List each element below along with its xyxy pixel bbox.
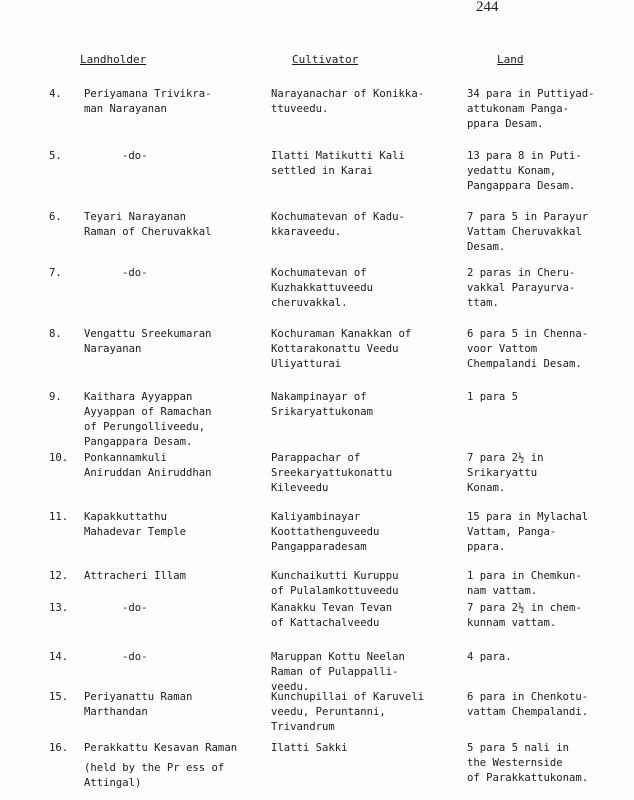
landholder-line: Vengattu Sreekumaran: [84, 328, 212, 340]
land-cell: [467, 690, 632, 720]
cultivator-line: veedu.: [271, 681, 310, 693]
landholder-cell: [84, 569, 264, 584]
landholder-line: -do-: [122, 651, 148, 663]
page-number: 244: [476, 0, 499, 15]
landholder-line: Kaithara Ayyappan: [84, 391, 193, 403]
cultivator-line: Kaliyambinayar: [271, 511, 361, 523]
land-line: kunnam vattam.: [467, 617, 557, 629]
land-line: Vattam, Panga-: [467, 526, 557, 538]
cultivator-cell: [271, 390, 471, 420]
landholder-cell: [84, 690, 264, 720]
header-cultivator: Cultivator: [292, 53, 359, 66]
land-line: Konam.: [467, 482, 506, 494]
land-line: the Westernside: [467, 757, 563, 769]
land-line: Vattam Cheruvakkal: [467, 226, 582, 238]
entry-number: 14.: [49, 651, 69, 663]
landholder-line: Attracheri Illam: [84, 570, 187, 582]
land-line: 5 para 5 nali in: [467, 742, 570, 754]
land-cell: [467, 327, 632, 372]
entry-number: 15.: [49, 691, 69, 703]
land-line: 13 para 8 in Puti-: [467, 150, 582, 162]
landholder-line: of Perungolliveedu,: [84, 421, 206, 433]
landholder-line: -do-: [122, 602, 148, 614]
land-cell: [467, 741, 632, 786]
cultivator-cell: [271, 266, 471, 311]
cultivator-line: veedu, Peruntanni,: [271, 706, 386, 718]
land-cell: [467, 266, 632, 311]
landholder-line: Narayanan: [84, 343, 142, 355]
landholder-line: Periyamana Trivikra-: [84, 88, 212, 100]
cultivator-cell: [271, 327, 471, 372]
landholder-cell: [84, 451, 264, 481]
cultivator-cell: [271, 741, 471, 756]
landholder-line: Ponkannamkuli: [84, 452, 167, 464]
cultivator-line: Kuzhakkattuveedu: [271, 282, 374, 294]
land-line: 6 para 5 in Chenna-: [467, 328, 589, 340]
land-line: 15 para in Mylachal: [467, 511, 589, 523]
landholder-line: Marthandan: [84, 706, 148, 718]
landholder-line: man Narayanan: [84, 103, 167, 115]
entry-number: 12.: [49, 570, 69, 582]
landholder-cell: [84, 210, 264, 240]
entry-number: 7.: [49, 267, 62, 279]
entry-number: 10.: [49, 452, 69, 464]
land-line: nam vattam.: [467, 585, 538, 597]
cultivator-cell: [271, 149, 471, 179]
cultivator-line: settled in Karai: [271, 165, 374, 177]
cultivator-cell: [271, 569, 471, 599]
land-line: of Parakkattukonam.: [467, 772, 589, 784]
land-line: voor Vattom: [467, 343, 538, 355]
land-line: 7 para 2½ in: [467, 452, 544, 464]
land-cell: [467, 87, 632, 132]
cultivator-cell: [271, 601, 471, 631]
entry-number: 9.: [49, 391, 62, 403]
land-line: yedattu Konam,: [467, 165, 557, 177]
land-cell: [467, 149, 632, 194]
cultivator-line: Kottarakonattu Veedu: [271, 343, 399, 355]
entry-number: 8.: [49, 328, 62, 340]
cultivator-line: Nakampinayar of: [271, 391, 367, 403]
landholder-line: Attingal): [84, 777, 142, 789]
cultivator-line: Kanakku Tevan Tevan: [271, 602, 393, 614]
cultivator-line: ttuveedu.: [271, 103, 329, 115]
entry-number: 6.: [49, 211, 62, 223]
landholder-cell: [84, 650, 264, 665]
landholder-line: Kapakkuttathu: [84, 511, 167, 523]
land-line: attukonam Panga-: [467, 103, 570, 115]
cultivator-line: Koottathenguveedu: [271, 526, 380, 538]
landholder-line: Teyari Narayanan: [84, 211, 187, 223]
cultivator-line: Maruppan Kottu Neelan: [271, 651, 405, 663]
land-line: 6 para in Chenkotu-: [467, 691, 589, 703]
landholder-line: Perakkattu Kesavan Raman: [84, 742, 238, 754]
land-line: ppara.: [467, 541, 506, 553]
landholder-cell: [84, 741, 264, 791]
landholder-cell: [84, 87, 264, 117]
land-cell: [467, 601, 632, 631]
landholder-cell: [84, 390, 264, 450]
cultivator-cell: [271, 87, 471, 117]
landholder-line: Raman of Cheruvakkal: [84, 226, 212, 238]
entry-number: 16.: [49, 742, 69, 754]
landholder-cell: [84, 266, 264, 281]
header-landholder: Landholder: [80, 53, 147, 66]
cultivator-line: cheruvakkal.: [271, 297, 348, 309]
landholder-line: -do-: [122, 267, 148, 279]
cultivator-line: Ilatti Sakki: [271, 742, 348, 754]
cultivator-cell: [271, 210, 471, 240]
header-land: Land: [497, 53, 524, 66]
cultivator-line: Srikaryattukonam: [271, 406, 374, 418]
cultivator-cell: [271, 690, 471, 735]
cultivator-line: Sreekaryattukonattu: [271, 467, 393, 479]
cultivator-cell: [271, 451, 471, 496]
land-line: 2 paras in Cheru-: [467, 267, 576, 279]
landholder-line: Ayyappan of Ramachan: [84, 406, 212, 418]
landholder-line: Pangappara Desam.: [84, 436, 193, 448]
land-line: 7 para 5 in Parayur: [467, 211, 589, 223]
land-line: Chempalandi Desam.: [467, 358, 582, 370]
landholder-cell: [84, 327, 264, 357]
landholder-line: Mahadevar Temple: [84, 526, 187, 538]
entry-number: 11.: [49, 511, 69, 523]
landholder-line: Periyanattu Raman: [84, 691, 193, 703]
land-cell: [467, 650, 632, 665]
cultivator-line: Ilatti Matikutti Kali: [271, 150, 405, 162]
cultivator-line: of Pulalamkottuveedu: [271, 585, 399, 597]
cultivator-line: kkaraveedu.: [271, 226, 342, 238]
cultivator-line: Trivandrum: [271, 721, 335, 733]
cultivator-line: Narayanachar of Konikka-: [271, 88, 425, 100]
landholder-line: Aniruddan Aniruddhan: [84, 467, 212, 479]
land-line: Srikaryattu: [467, 467, 538, 479]
cultivator-cell: [271, 650, 471, 695]
land-line: vattam Chempalandi.: [467, 706, 589, 718]
cultivator-line: Uliyatturai: [271, 358, 342, 370]
land-line: 4 para.: [467, 651, 512, 663]
land-cell: [467, 451, 632, 496]
cultivator-line: Kochumatevan of: [271, 267, 367, 279]
landholder-cell: [84, 510, 264, 540]
cultivator-line: Kileveedu: [271, 482, 329, 494]
cultivator-line: Parappachar of: [271, 452, 361, 464]
cultivator-line: Raman of Pulappalli-: [271, 666, 399, 678]
cultivator-line: Kochumatevan of Kadu-: [271, 211, 405, 223]
landholder-line: -do-: [122, 150, 148, 162]
cultivator-line: Pangapparadesam: [271, 541, 367, 553]
entry-number: 13.: [49, 602, 69, 614]
cultivator-cell: [271, 510, 471, 555]
land-line: Pangappara Desam.: [467, 180, 576, 192]
entry-number: 5.: [49, 150, 62, 162]
landholder-cell: [84, 601, 264, 616]
land-line: ttam.: [467, 297, 499, 309]
cultivator-line: Kunchaikutti Kuruppu: [271, 570, 399, 582]
land-line: ppara Desam.: [467, 118, 544, 130]
landholder-line: (held by the Pr ess of: [84, 762, 225, 774]
land-line: Desam.: [467, 241, 506, 253]
land-cell: [467, 210, 632, 255]
land-line: vakkal Parayurva-: [467, 282, 576, 294]
land-line: 7 para 2½ in chem-: [467, 602, 582, 614]
cultivator-line: of Kattachalveedu: [271, 617, 380, 629]
landholder-cell: [84, 149, 264, 164]
land-cell: [467, 569, 632, 599]
land-line: 1 para 5: [467, 391, 519, 403]
entry-number: 4.: [49, 88, 62, 100]
cultivator-line: Kunchupillai of Karuveli: [271, 691, 425, 703]
cultivator-line: Kochuraman Kanakkan of: [271, 328, 412, 340]
land-line: 34 para in Puttiyad-: [467, 88, 595, 100]
land-cell: [467, 390, 632, 405]
land-cell: [467, 510, 632, 555]
land-line: 1 para in Chemkun-: [467, 570, 582, 582]
